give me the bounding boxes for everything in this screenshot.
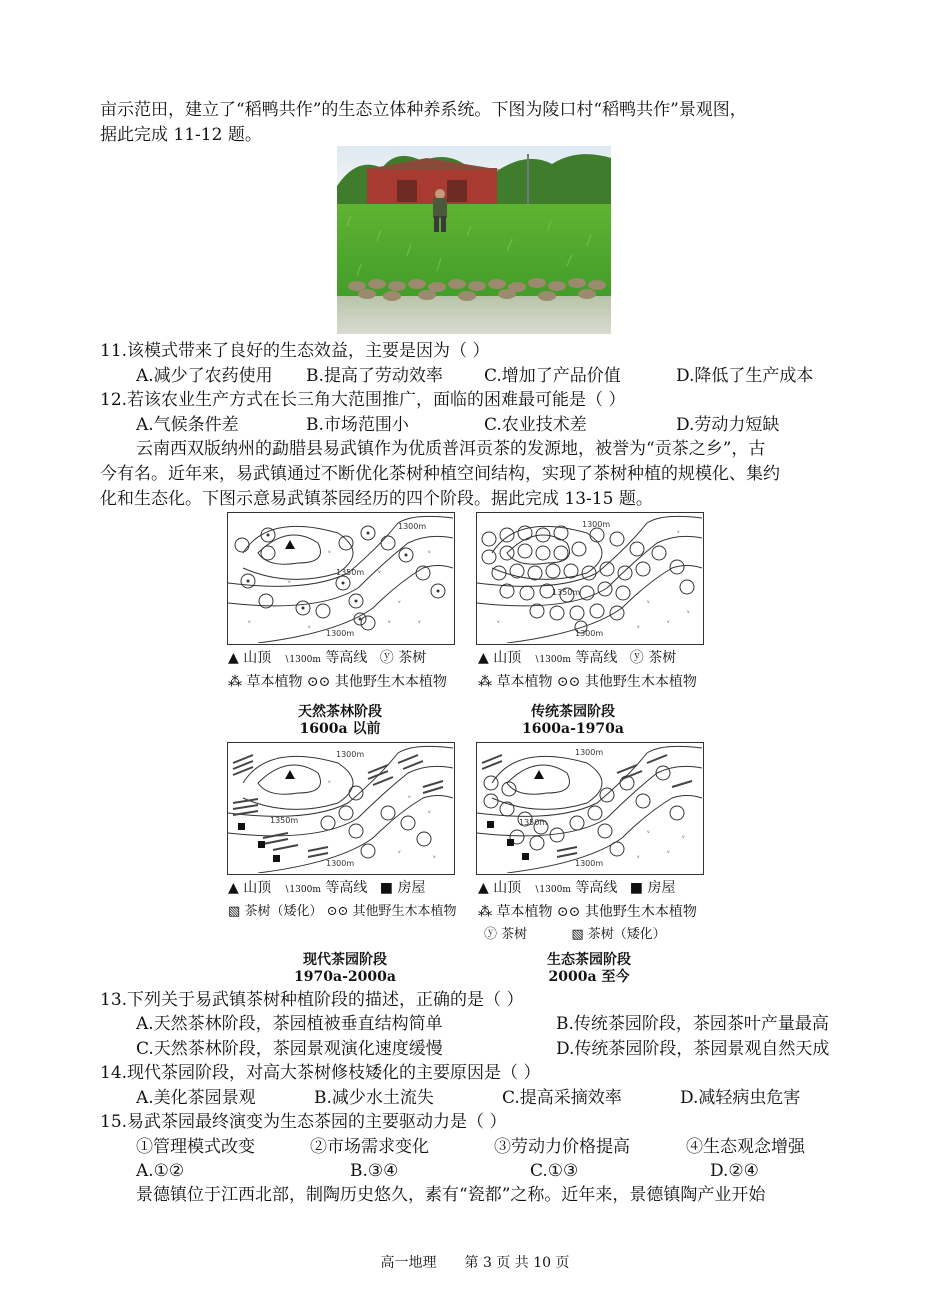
stage1-caption — [245, 704, 435, 738]
q15-stem: 15.易武茶园最终演变为生态茶园的主要驱动力是（ ） — [100, 1112, 507, 1132]
woody-plant-icon: ⊙⊙ — [556, 674, 581, 690]
q15-statement-3: ③劳动力价格提高 — [494, 1137, 630, 1157]
legend-peak: 山顶 — [243, 650, 272, 666]
legend-house: 房屋 — [647, 880, 676, 896]
legend-contour: 等高线 — [575, 880, 618, 896]
tea-tree-icon: ⓨ — [484, 927, 498, 942]
peak-icon: ▲ — [478, 650, 489, 666]
map-stage-traditional-garden — [476, 512, 704, 645]
map4-legend-row-2 — [478, 903, 697, 921]
stage2-period: 1600a-1970a — [522, 721, 624, 737]
svg-text:ᵥ: ᵥ — [682, 832, 685, 840]
q12-option-c: C.农业技术差 — [484, 415, 587, 435]
map2-legend-row-2 — [478, 673, 697, 691]
stage4-caption — [494, 952, 684, 986]
svg-text:ᵥ: ᵥ — [308, 622, 311, 630]
stage2-name: 传统茶园阶段 — [531, 704, 615, 720]
legend-contour: 等高线 — [325, 650, 368, 666]
house-icon: ■ — [379, 880, 394, 896]
intro-line-1: 亩示范田，建立了“稻鸭共作”的生态立体种养系统。下图为陵口村“稻鸭共作”景观图， — [100, 100, 747, 120]
svg-text:ᵥ: ᵥ — [637, 852, 640, 860]
q15-statement-4: ④生态观念增强 — [686, 1137, 805, 1157]
map3-legend-row-2 — [228, 903, 457, 921]
q13-option-a: A.天然茶林阶段，茶园植被垂直结构简单 — [136, 1014, 443, 1034]
legend-tea: 茶树 — [501, 927, 528, 942]
intro-line-2: 据此完成 11-12 题。 — [100, 125, 262, 145]
svg-text:ᵥ: ᵥ — [667, 847, 670, 855]
svg-text:ᵥ: ᵥ — [428, 547, 431, 555]
map4-contour-1300-a: 1300m — [575, 859, 604, 868]
svg-text:ᵥ: ᵥ — [667, 617, 670, 625]
legend-grass: 草本植物 — [246, 674, 303, 690]
q11-option-a: A.减少了农药使用 — [136, 366, 273, 386]
svg-text:ᵥ: ᵥ — [433, 852, 436, 860]
legend-woody: 其他野生木本植物 — [584, 674, 697, 690]
legend-peak: 山顶 — [243, 880, 272, 896]
q15-option-d: D.②④ — [710, 1161, 759, 1181]
svg-text:ᵥ: ᵥ — [288, 577, 291, 585]
legend-contour: 等高线 — [575, 650, 618, 666]
q13-option-d: D.传统茶园阶段，茶园景观自然天成 — [556, 1039, 830, 1059]
grass-icon: ⁂ — [228, 674, 242, 690]
q14-option-a: A.美化茶园景观 — [136, 1088, 256, 1108]
q15-option-c: C.①③ — [530, 1161, 579, 1181]
legend-tea: 茶树 — [398, 650, 427, 666]
q14-option-b: B.减少水土流失 — [314, 1088, 434, 1108]
q11-stem: 11.该模式带来了良好的生态效益，主要是因为（ ） — [100, 341, 490, 361]
svg-text:ᵥ: ᵥ — [248, 617, 251, 625]
legend-woody: 其他野生木本植物 — [334, 674, 447, 690]
contour-icon: ∖1300m — [283, 885, 321, 895]
svg-text:ᵥ: ᵥ — [398, 847, 401, 855]
tea-tree-icon: ⓨ — [379, 650, 394, 666]
woody-plant-icon: ⊙⊙ — [326, 904, 349, 919]
legend-grass: 草本植物 — [496, 674, 553, 690]
q11-option-b: B.提高了劳动效率 — [306, 366, 443, 386]
map3-contour-1350: 1350m — [270, 816, 299, 825]
map1-legend-row-1 — [228, 649, 426, 669]
map-stage-modern-garden — [227, 742, 455, 875]
q12-option-a: A.气候条件差 — [136, 415, 239, 435]
woody-plant-icon: ⊙⊙ — [306, 674, 331, 690]
svg-text:ᵥ: ᵥ — [637, 622, 640, 630]
svg-text:ᵥ: ᵥ — [378, 567, 381, 575]
q13-option-c: C.天然茶林阶段，茶园景观演化速度缓慢 — [136, 1039, 443, 1059]
q14-option-d: D.减轻病虫危害 — [680, 1088, 801, 1108]
svg-text:ᵥ: ᵥ — [388, 617, 391, 625]
q12-option-d: D.劳动力短缺 — [676, 415, 780, 435]
svg-text:ᵥ: ᵥ — [647, 597, 650, 605]
passage2-line-3: 化和生态化。下图示意易武镇茶园经历的四个阶段。据此完成 13-15 题。 — [100, 489, 653, 509]
q13-option-b: B.传统茶园阶段，茶园茶叶产量最高 — [556, 1014, 829, 1034]
stage1-name: 天然茶林阶段 — [298, 704, 382, 720]
map4-contour-1300-b: 1300m — [575, 748, 604, 757]
map4-contour-1350: 1350m — [519, 818, 548, 827]
woody-plant-icon: ⊙⊙ — [556, 904, 581, 920]
q14-option-c: C.提高采摘效率 — [502, 1088, 622, 1108]
page-footer: 高一地理 第 3 页 共 10 页 — [380, 1255, 570, 1271]
svg-text:ᵥ: ᵥ — [677, 527, 680, 535]
passage2-line-1: 云南西双版纳州的勐腊县易武镇作为优质普洱贡茶的发源地，被誉为“贡茶之乡”，古 — [136, 439, 766, 459]
passage3-line-1: 景德镇位于江西北部，制陶历史悠久，素有“瓷都”之称。近年来，景德镇陶产业开始 — [136, 1185, 766, 1205]
dwarf-tea-icon: ▧ — [571, 927, 584, 942]
map-stage-natural-forest — [227, 512, 455, 645]
legend-peak: 山顶 — [493, 880, 522, 896]
svg-text:ᵥ: ᵥ — [328, 547, 331, 555]
contour-icon: ∖1300m — [283, 655, 321, 665]
peak-icon: ▲ — [478, 880, 489, 896]
legend-grass: 草本植物 — [496, 904, 553, 920]
peak-icon: ▲ — [228, 880, 239, 896]
legend-contour: 等高线 — [325, 880, 368, 896]
q15-option-b: B.③④ — [350, 1161, 399, 1181]
stage3-caption — [250, 952, 440, 986]
map1-contour-1350: 1350m — [336, 568, 365, 577]
map1-legend-row-2 — [228, 673, 447, 691]
q15-statement-2: ②市场需求变化 — [310, 1137, 429, 1157]
q13-stem: 13.下列关于易武镇茶树种植阶段的描述，正确的是（ ） — [100, 990, 524, 1010]
q11-option-c: C.增加了产品价值 — [484, 366, 621, 386]
map2-contour-1300-b: 1300m — [582, 520, 611, 529]
map4-legend-row-1 — [478, 879, 675, 899]
svg-text:ᵥ: ᵥ — [418, 617, 421, 625]
legend-woody: 其他野生木本植物 — [584, 904, 697, 920]
svg-text:ᵥ: ᵥ — [647, 827, 650, 835]
q15-statement-1: ①管理模式改变 — [136, 1137, 255, 1157]
legend-tea-dwarf: 茶树（矮化） — [244, 904, 323, 919]
stage3-name: 现代茶园阶段 — [303, 952, 387, 968]
grass-icon: ⁂ — [478, 674, 492, 690]
grass-icon: ⁂ — [478, 904, 492, 920]
stage4-period: 2000a 至今 — [548, 969, 630, 985]
legend-tea: 茶树 — [648, 650, 677, 666]
map4-legend-row-3 — [484, 926, 666, 944]
svg-text:ᵥ: ᵥ — [328, 777, 331, 785]
map1-contour-1300-a: 1300m — [326, 629, 355, 638]
svg-text:ᵥ: ᵥ — [398, 597, 401, 605]
map3-contour-1300-b: 1300m — [336, 750, 365, 759]
rice-duck-photo — [337, 146, 611, 334]
map1-contour-1300-b: 1300m — [398, 522, 427, 531]
stage4-name: 生态茶园阶段 — [547, 952, 631, 968]
svg-text:ᵥ: ᵥ — [428, 807, 431, 815]
q12-stem: 12.若该农业生产方式在长三角大范围推广，面临的困难最可能是（ ） — [100, 390, 626, 410]
house-icon: ■ — [629, 880, 644, 896]
q15-option-a: A.①② — [136, 1161, 185, 1181]
map2-legend-row-1 — [478, 649, 676, 669]
dwarf-tea-icon: ▧ — [228, 904, 241, 919]
legend-peak: 山顶 — [493, 650, 522, 666]
q14-stem: 14.现代茶园阶段，对高大茶树修枝矮化的主要原因是（ ） — [100, 1063, 541, 1083]
svg-text:ᵥ: ᵥ — [687, 607, 690, 615]
svg-text:ᵥ: ᵥ — [408, 792, 411, 800]
map-stage-ecological-garden — [476, 742, 704, 875]
passage2-line-2: 今有名。近年来，易武镇通过不断优化茶树种植空间结构，实现了茶树种植的规模化、集约 — [100, 464, 780, 484]
legend-tea-dwarf: 茶树（矮化） — [587, 927, 666, 942]
map3-contour-1300-a: 1300m — [326, 859, 355, 868]
contour-icon: ∖1300m — [533, 885, 571, 895]
map3-legend-row-1 — [228, 879, 425, 899]
stage1-period: 1600a 以前 — [299, 721, 381, 737]
legend-house: 房屋 — [397, 880, 426, 896]
q12-option-b: B.市场范围小 — [306, 415, 409, 435]
map2-contour-1300-a: 1300m — [575, 629, 604, 638]
map2-contour-1350: 1350m — [552, 588, 581, 597]
legend-woody: 其他野生木本植物 — [352, 904, 457, 919]
stage2-caption — [478, 704, 668, 738]
q11-option-d: D.降低了生产成本 — [676, 366, 814, 386]
stage3-period: 1970a-2000a — [294, 969, 396, 985]
svg-text:ᵥ: ᵥ — [497, 617, 500, 625]
peak-icon: ▲ — [228, 650, 239, 666]
tea-tree-icon: ⓨ — [629, 650, 644, 666]
contour-icon: ∖1300m — [533, 655, 571, 665]
